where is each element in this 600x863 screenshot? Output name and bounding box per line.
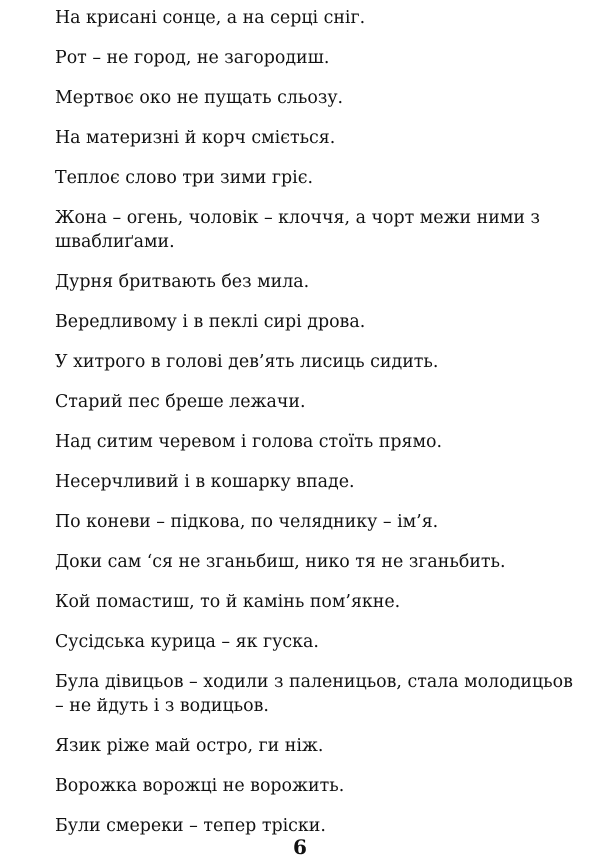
proverb-3: Мертвоє око не пущать сльозу. bbox=[55, 88, 344, 108]
proverb-18: Язик ріже май остро, ги ніж. bbox=[55, 736, 324, 756]
proverb-19: Ворожка ворожці не ворожить. bbox=[55, 776, 345, 796]
proverb-2: Рот – не город, не загородиш. bbox=[55, 48, 330, 68]
proverb-4: На материзні й корч сміється. bbox=[55, 128, 336, 148]
proverb-5: Теплоє слово три зими гріє. bbox=[55, 168, 313, 188]
proverb-11: Над ситим черевом і голова стоїть прямо. bbox=[55, 432, 443, 452]
page-number: 6 bbox=[293, 835, 307, 859]
proverb-16: Сусідська курица – як гуска. bbox=[55, 632, 319, 652]
proverb-17: Була дівицьов – ходили з паленицьов, стала молодицьов – не йдуть і з водицьов. bbox=[55, 672, 573, 716]
proverb-14: Доки сам ‘ся не зганьбиш, нико тя не зганьбить. bbox=[55, 552, 506, 572]
proverb-13: По коневи – підкова, по челяднику – ім’я. bbox=[55, 512, 439, 532]
proverb-15: Кой помастиш, то й камінь пом’якне. bbox=[55, 592, 401, 612]
proverb-list bbox=[55, 6, 575, 854]
proverb-6: Жона – огень, чоловік – клоччя, а чорт межи ними з шваблиґами. bbox=[55, 208, 540, 252]
proverb-10: Старий пес бреше лежачи. bbox=[55, 392, 306, 412]
proverb-9: У хитрого в голові дев’ять лисиць сидить. bbox=[55, 352, 439, 372]
proverb-1: На крисані сонце, а на серці сніг. bbox=[55, 8, 366, 28]
proverb-12: Несерчливий і в кошарку впаде. bbox=[55, 472, 355, 492]
proverb-20: Були смереки – тепер тріски. bbox=[55, 816, 326, 836]
proverb-7: Дурня бритвають без мила. bbox=[55, 272, 310, 292]
proverb-8: Вередливому і в пеклі сирі дрова. bbox=[55, 312, 366, 332]
